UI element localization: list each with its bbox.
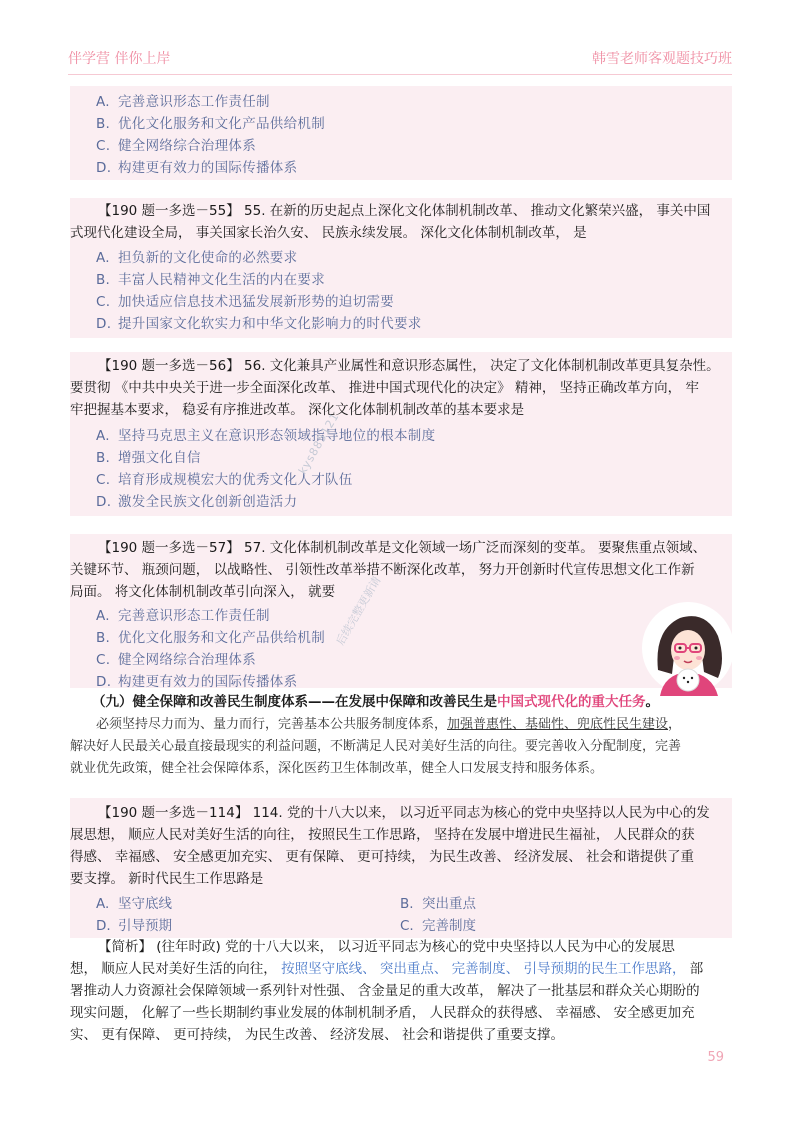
option-c: C. 健全网络综合治理体系 bbox=[96, 138, 256, 154]
question-114-stem: 【190 题一多选－114】 114. 党的十八大以来， 以习近平同志为核心的党中央坚持以人民为中心的发 展思想， 顺应人民对美好生活的向往， 按照民生工作思路， 坚持在发展中增进民生福祉， 人民群众的获 得感、 幸福感、 安全感更加充实、 更有保障、 更可持续， 为民生改善、 经济发展、 社会和谐提供了重 要支撑。 新时代民生工作思路是 bbox=[70, 805, 710, 887]
header-course: 韩雪老师客观题技巧班 bbox=[592, 51, 732, 67]
q114-option-b: B. 突出重点 bbox=[400, 896, 476, 912]
header-brand: 伴学营 伴你上岸 bbox=[68, 51, 171, 67]
question-57-stem: 【190 题一多选－57】 57. 文化体制机制改革是文化领域一场广泛而深刻的变革。 要聚焦重点领域、 关键环节、 瓶颈问题， 以战略性、 引领性改革举措不断深化改革， 努力开创新时代宣传思想文化工作新 局面。 将文化体制机制改革引向深入， 就要 bbox=[70, 540, 707, 600]
analysis-paragraph: 【简析】 (往年时政) 党的十八大以来， 以习近平同志为核心的党中央坚持以人民为中心的发展思 想， 顺应人民对美好生活的向往， 按照坚守底线、 突出重点、 完善制度、 引导预期的民生工作思路， 部 署推动人力资源社会保障领域一系列针对性强、 含金量足的重大改革， 解决了一批基层和群众关心期盼的 现实问题， 化解了一些长期制约事业发展的体制机制矛盾， 人民群众的获得感、 幸福感、 安全感更加充 实、 更有保障、 更可持续， 为民生改善、 经济发展、 社会和谐提供了重要支撑。 bbox=[70, 939, 704, 1043]
question-56-stem: 【190 题一多选－56】 56. 文化兼具产业属性和意识形态属性， 决定了文化体制机制改革更具复杂性。 要贯彻 《中共中央关于进一步全面深化改革、 推进中国式现代化的决定》 精神， 坚持正确改革方向， 牢 牢把握基本要求， 稳妥有序推进改革。 深化文化体制机制改革的基本要求是 bbox=[70, 358, 720, 418]
q114-option-c: C. 完善制度 bbox=[400, 918, 476, 934]
section-9-title: （九）健全保障和改善民生制度体系——在发展中保障和改善民生是中国式现代化的重大任务。 bbox=[92, 694, 659, 710]
watermark-text: 后续完整更新请 bbox=[333, 574, 384, 648]
q57-option-c: C. 健全网络综合治理体系 bbox=[96, 652, 256, 668]
q55-option-b: B. 丰富人民精神文化生活的内在要求 bbox=[96, 272, 325, 288]
q56-option-b: B. 增强文化自信 bbox=[96, 450, 201, 466]
q56-option-d: D. 激发全民族文化创新创造活力 bbox=[96, 494, 298, 510]
q56-option-a: A. 坚持马克思主义在意识形态领域指导地位的根本制度 bbox=[96, 428, 436, 444]
q57-option-d: D. 构建更有效力的国际传播体系 bbox=[96, 674, 298, 690]
q55-option-d: D. 提升国家文化软实力和中华文化影响力的时代要求 bbox=[96, 316, 422, 332]
q56-option-c: C. 培育形成规模宏大的优秀文化人才队伍 bbox=[96, 472, 353, 488]
q57-option-a: A. 完善意识形态工作责任制 bbox=[96, 608, 270, 624]
q114-option-d: D. 引导预期 bbox=[96, 918, 172, 934]
q57-option-b: B. 优化文化服务和文化产品供给机制 bbox=[96, 630, 325, 646]
option-a: A. 完善意识形态工作责任制 bbox=[96, 94, 270, 110]
q114-option-a: A. 坚守底线 bbox=[96, 896, 172, 912]
teacher-avatar-illustration bbox=[640, 600, 736, 696]
page-number: 59 bbox=[707, 1050, 724, 1065]
option-d: D. 构建更有效力的国际传播体系 bbox=[96, 160, 298, 176]
option-b: B. 优化文化服务和文化产品供给机制 bbox=[96, 116, 325, 132]
q55-option-a: A. 担负新的文化使命的必然要求 bbox=[96, 250, 298, 266]
section-9-paragraph: 必须坚持尽力而为、量力而行，完善基本公共服务制度体系，加强普惠性、基础性、兜底性民生建设， 解决好人民最关心最直接最现实的利益问题，不断满足人民对美好生活的向往。要完善收入分配制度，完善 就业优先政策，健全社会保障体系，深化医药卫生体制改革，健全人口发展支持和服务体系。 bbox=[70, 717, 682, 776]
q55-option-c: C. 加快适应信息技术迅猛发展新形势的迫切需要 bbox=[96, 294, 394, 310]
header-divider bbox=[68, 74, 732, 75]
watermark-id: kys885121 bbox=[296, 410, 342, 477]
question-55-stem: 【190 题一多选－55】 55. 在新的历史起点上深化文化体制机制改革、 推动文化繁荣兴盛， 事关中国 式现代化建设全局， 事关国家长治久安、 民族永续发展。 深化文化体制机制改革， 是 bbox=[70, 203, 711, 241]
